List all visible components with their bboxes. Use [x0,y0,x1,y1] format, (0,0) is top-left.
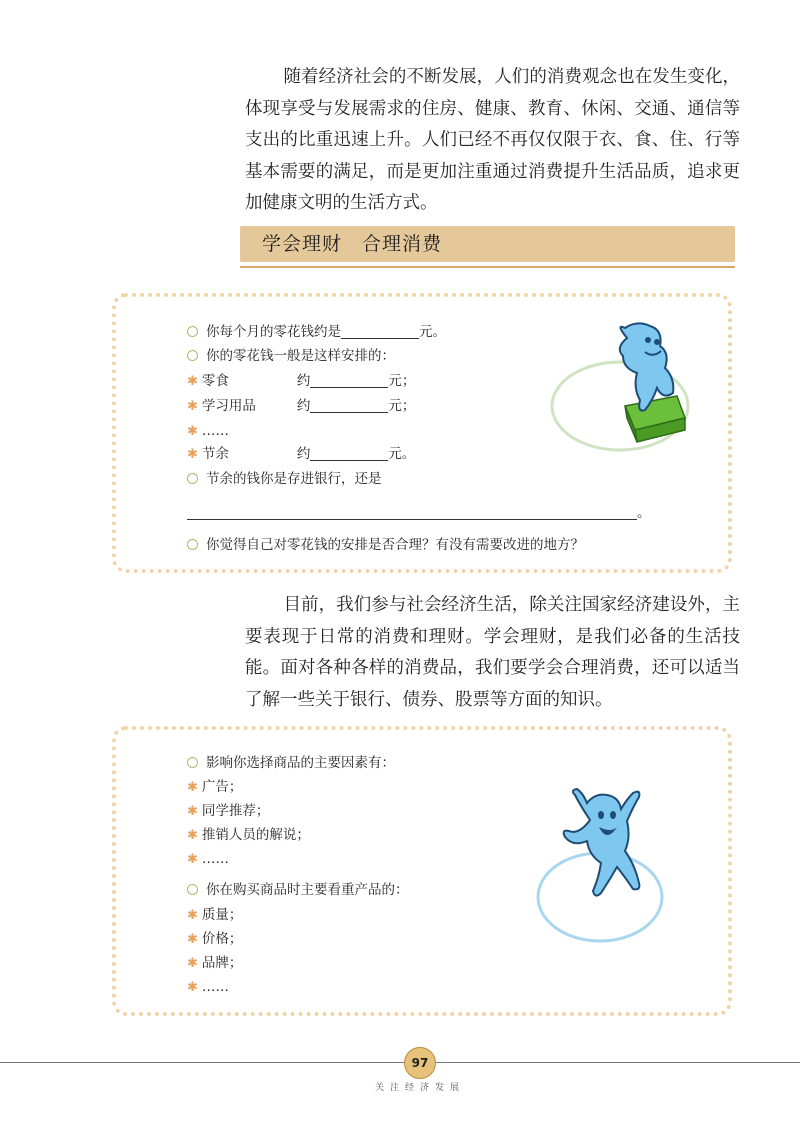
list-item: ✱ 推销人员的解说； [187,827,310,843]
spending-question: 你的零花钱一般是这样安排的： [187,346,395,366]
list-item: ✱ 价格； [187,931,243,947]
star-bullet-icon: ✱ [187,956,198,971]
list-item: ✱ 零食 约 元； [187,373,416,389]
star-bullet-icon: ✱ [187,932,198,947]
star-bullet-icon: ✱ [187,374,198,389]
list-item: ✱ 广告； [187,779,243,795]
savings-answer-line: 。 [187,503,651,523]
page-number: 97 [404,1047,436,1079]
intro-paragraph [245,62,740,220]
school-supplies-amount-blank[interactable] [310,398,388,413]
footer-divider [0,1062,800,1063]
section-heading: 学会理财 合理消费 [262,233,443,255]
star-bullet-icon: ✱ [187,780,198,795]
star-bullet-icon: ✱ [187,828,198,843]
circle-bullet-icon [187,757,198,768]
list-item: ✱ …… [187,851,229,867]
list-item: ✱ 节余 约 元。 [187,446,416,462]
star-bullet-icon: ✱ [187,980,198,995]
circle-bullet-icon [187,326,198,337]
intro-paragraph-text: 随着经济社会的不断发展，人们的消费观念也在发生变化，体现享受与发展需求的住房、健康、教育、休闲、交通、通信等支出的比重迅速上升。人们已经不再仅仅限于衣、食、住、行等基本需要的满足，而是更加注重通过消费提升生活品质，追求更加健康文明的生活方式。 [245,67,740,213]
list-item: ✱ 同学推荐； [187,803,270,819]
star-bullet-icon: ✱ [187,447,198,462]
blue-figure-on-box-icon [545,318,720,458]
list-item: ✱ …… [187,979,229,995]
reflection-question: 你觉得自己对零花钱的安排是否合理？有没有需要改进的地方？ [187,535,584,555]
savings-answer-blank[interactable] [187,505,637,520]
circle-bullet-icon [187,473,198,484]
savings-question: 节余的钱你是存进银行，还是 [187,469,382,489]
star-bullet-icon: ✱ [187,804,198,819]
second-paragraph-text: 目前，我们参与社会经济生活，除关注国家经济建设外，主要表现于日常的消费和理财。学会理财，是我们必备的生活技能。面对各种各样的消费品，我们要学会合理消费，还可以适当了解一些关于银行、债券、股票等方面的知识。 [245,595,740,710]
second-paragraph [245,590,740,716]
star-bullet-icon: ✱ [187,908,198,923]
savings-amount-blank[interactable] [310,446,388,461]
pocket-money-question: 你每个月的零花钱约是 元。 [187,322,446,342]
circle-bullet-icon [187,884,198,895]
chapter-title: 关注经济发展 [374,1083,465,1093]
choice-factors-question: 影响你选择商品的主要因素有： [187,753,395,773]
product-attributes-question: 你在购买商品时主要看重产品的： [187,880,409,900]
monthly-amount-blank[interactable] [341,324,419,339]
circle-bullet-icon [187,350,198,361]
snack-amount-blank[interactable] [310,373,388,388]
list-item: ✱ 品牌； [187,955,243,971]
star-bullet-icon: ✱ [187,424,198,439]
circle-bullet-icon [187,539,198,550]
list-item: ✱ 质量； [187,907,243,923]
list-item: ✱ …… [187,423,229,439]
list-item: ✱ 学习用品 约 元； [187,398,416,414]
dancing-blue-figure-icon [535,785,675,945]
star-bullet-icon: ✱ [187,852,198,867]
star-bullet-icon: ✱ [187,399,198,414]
